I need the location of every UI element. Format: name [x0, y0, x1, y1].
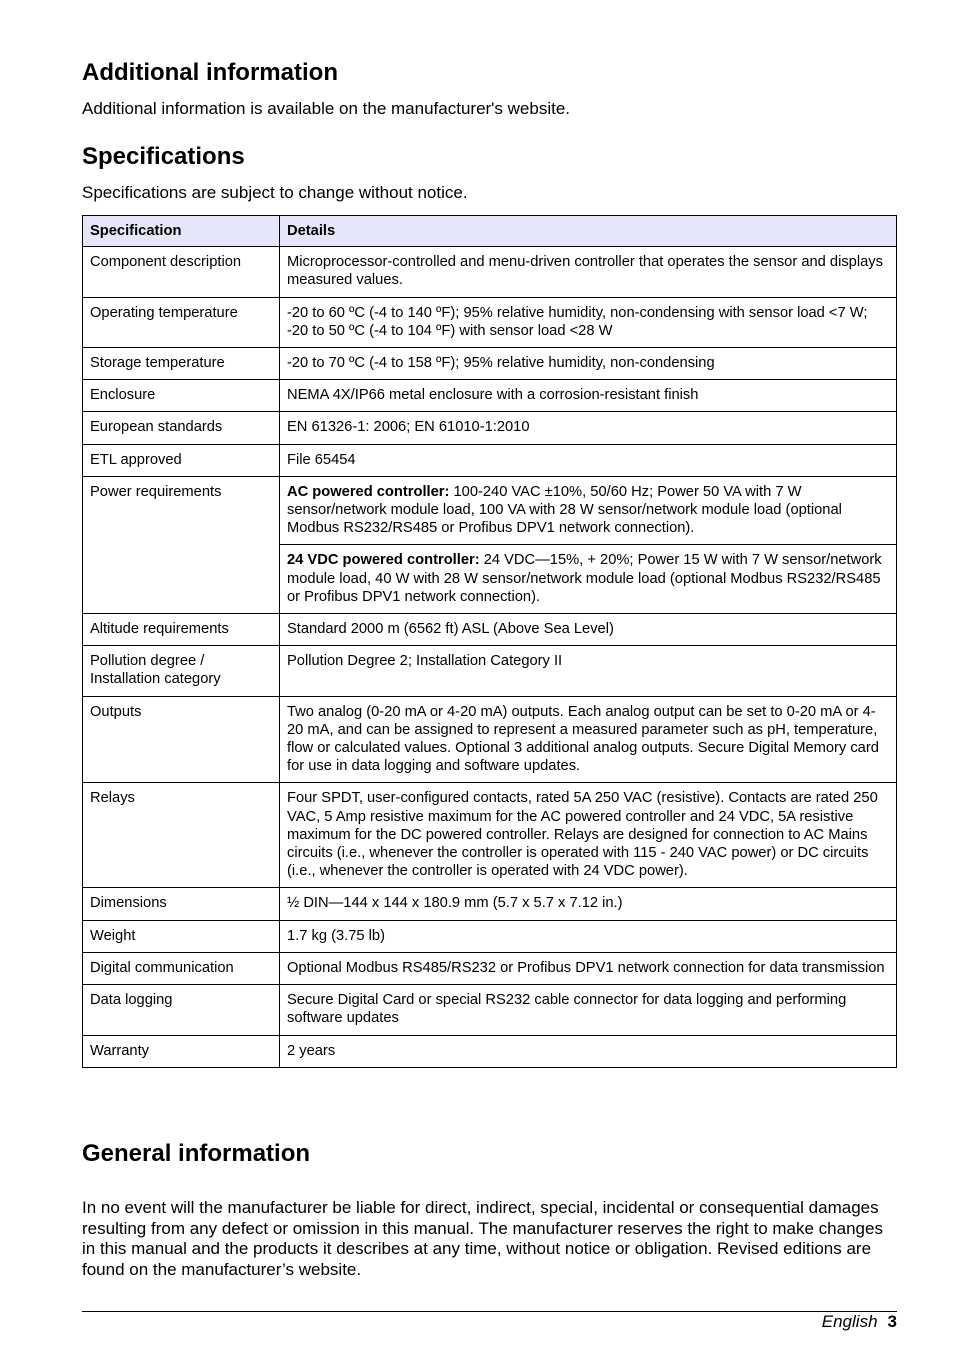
spec-details: -20 to 60 ºC (-4 to 140 ºF); 95% relative humidity, non-condensing with sensor load <7 W; -20 to 50 ºC (-4 to 104 ºF) with sensor load <28 W [280, 297, 897, 347]
footer-language: English [821, 1312, 878, 1331]
page-footer [822, 1312, 897, 1332]
table-row [83, 444, 897, 476]
general-information-text: In no event will the manufacturer be liable for direct, indirect, special, incidental or consequential damages resulting from any defect or omission in this manual. The manufacturer reserves the right to make changes in this manual and the products it describes at any time, without notice or obligation. Revised editions are found on the manufacturer’s website. [82, 1198, 883, 1279]
spec-details: Standard 2000 m (6562 ft) ASL (Above Sea Level) [280, 614, 897, 646]
spec-name: Pollution degree / Installation category [83, 646, 280, 696]
spec-details-dc [280, 545, 897, 614]
spec-name: Enclosure [83, 380, 280, 412]
spec-details-ac [280, 476, 897, 545]
additional-information-text: Additional information is available on the manufacturer's website. [82, 99, 571, 118]
spec-name: European standards [83, 412, 280, 444]
spec-name: Relays [83, 783, 280, 888]
table-row [83, 247, 897, 297]
column-header-specification: Specification [83, 216, 280, 247]
spec-details: -20 to 70 ºC (-4 to 158 ºF); 95% relative humidity, non-condensing [280, 348, 897, 380]
table-row [83, 297, 897, 347]
spec-name: Storage temperature [83, 348, 280, 380]
spec-name: ETL approved [83, 444, 280, 476]
table-row [83, 783, 897, 888]
spec-details: Four SPDT, user-configured contacts, rated 5A 250 VAC (resistive). Contacts are rated 250 VAC, 5 Amp resistive maximum for the AC powered controller and 24 VDC, 5A resistive maximum for the DC powered controller. Relays are designed for connection to AC Mains circuits (i.e., whenever the controller is operated with 115 - 240 VAC power) or DC circuits (i.e., whenever the controller is operated with 24 VDC power). [280, 783, 897, 888]
heading-general-information: General information [82, 1140, 311, 1167]
spec-name: Warranty [83, 1035, 280, 1067]
spec-name: Operating temperature [83, 297, 280, 347]
table-row [83, 888, 897, 920]
spec-name: Power requirements [83, 476, 280, 613]
heading-specifications: Specifications [82, 143, 245, 170]
spec-name: Dimensions [83, 888, 280, 920]
column-header-details: Details [280, 216, 897, 247]
dc-label: 24 VDC powered controller: [287, 552, 480, 569]
spec-name: Data logging [83, 985, 280, 1035]
table-row [83, 696, 897, 783]
spec-details: Optional Modbus RS485/RS232 or Profibus DPV1 network connection for data transmission [280, 952, 897, 984]
table-row [83, 380, 897, 412]
table-row [83, 1035, 897, 1067]
specifications-intro-text: Specifications are subject to change without notice. [82, 183, 468, 202]
spec-details: File 65454 [280, 444, 897, 476]
spec-details: 2 years [280, 1035, 897, 1067]
table-header-row [83, 216, 897, 247]
spec-details: EN 61326-1: 2006; EN 61010-1:2010 [280, 412, 897, 444]
ac-text: 100-240 VAC ±10%, 50/60 Hz; Power 50 VA with 7 W sensor/network module load, 100 VA with 28 W sensor/network module load (optional Modbus RS232/RS485 or Profibus DPV1 network connection). [287, 483, 842, 537]
spec-details: Microprocessor-controlled and menu-driven controller that operates the sensor and displays measured values. [280, 247, 897, 297]
table-row [83, 476, 897, 545]
table-row [83, 646, 897, 696]
dc-text: 24 VDC—15%, + 20%; Power 15 W with 7 W sensor/network module load, 40 W with 28 W sensor/network module load (optional Modbus RS232/RS485 or Profibus DPV1 network connection). [287, 552, 882, 605]
table-row [83, 614, 897, 646]
table-row [83, 985, 897, 1035]
spec-name: Component description [83, 247, 280, 297]
spec-details: ½ DIN—144 x 144 x 180.9 mm (5.7 x 5.7 x 7.12 in.) [280, 888, 897, 920]
table-row [83, 348, 897, 380]
spec-details: 1.7 kg (3.75 lb) [280, 920, 897, 952]
footer-divider [82, 1311, 897, 1312]
page-number: 3 [887, 1312, 897, 1331]
spec-name: Altitude requirements [83, 614, 280, 646]
spec-name: Digital communication [83, 952, 280, 984]
table-row [83, 952, 897, 984]
spec-details: Secure Digital Card or special RS232 cable connector for data logging and performing software updates [280, 985, 897, 1035]
spec-name: Outputs [83, 696, 280, 783]
specifications-table [82, 215, 897, 1068]
spec-details: Pollution Degree 2; Installation Category II [280, 646, 897, 696]
table-row [83, 412, 897, 444]
spec-name: Weight [83, 920, 280, 952]
spec-details: NEMA 4X/IP66 metal enclosure with a corrosion-resistant finish [280, 380, 897, 412]
table-row [83, 920, 897, 952]
spec-details: Two analog (0-20 mA or 4-20 mA) outputs. Each analog output can be set to 0-20 mA or 4-20 mA, and can be assigned to represent a measured parameter such as pH, temperature, flow or calculated values. Optional 3 additional analog outputs. Secure Digital Memory card for use in data logging and software updates. [280, 696, 897, 783]
ac-label: AC powered controller: [287, 483, 450, 500]
heading-additional-information: Additional information [82, 59, 338, 86]
